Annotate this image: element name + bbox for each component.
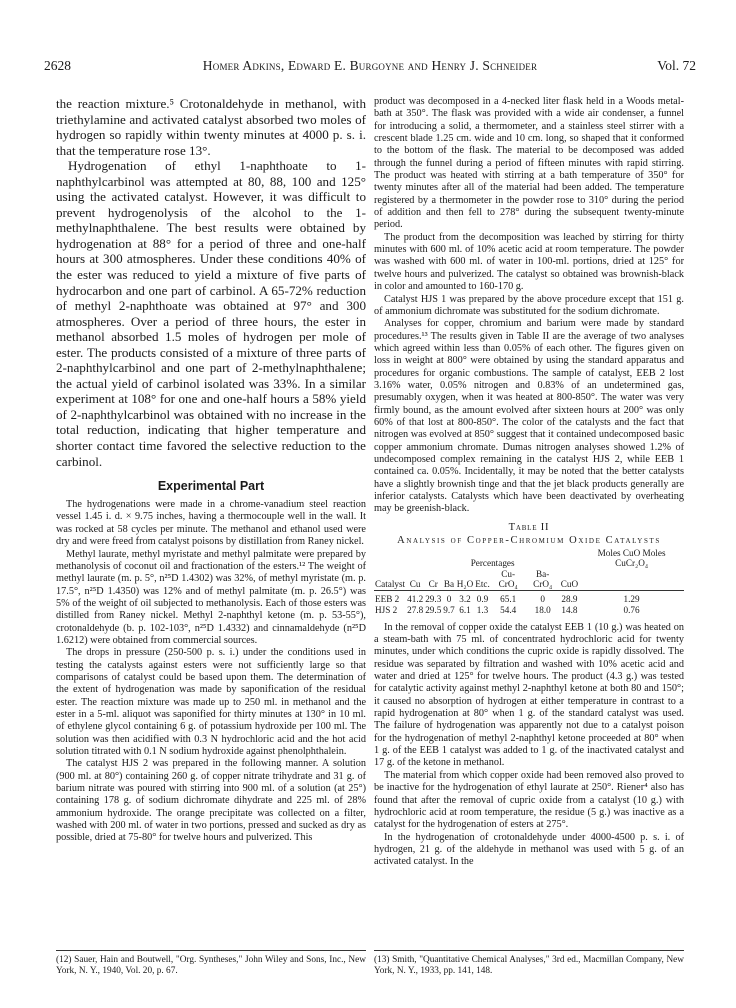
footnote-12: (12) Sauer, Hain and Boutwell, "Org. Syntheses," John Wiley and Sons, Inc., New York, N. Y., 1940, Vol. 20, p. 67.: [56, 955, 366, 977]
analysis-table: [374, 548, 684, 616]
table-cell: 28.9: [561, 593, 578, 604]
paragraph: In the hydrogenation of crotonaldehyde under 4000-4500 p. s. i. of hydrogen, 21 g. of the aldehyde in methanol was used with 5 g. of an activated catalyst. In the: [374, 831, 684, 868]
table-col-header: Cr: [428, 579, 438, 590]
table-group-header: Percentages: [470, 558, 515, 569]
table-col-header: CuO: [560, 579, 579, 590]
paragraph: The drops in pressure (250-500 p. s. i.) under the conditions used in testing the catalysts against esters were not sufficiently large so that comparisons of catalyst could be based upon them. The determination of the extent of hydrogenation was made by saponification of the residual ester. The reaction mixture was made up to 250 ml. in methanol and the ester in a 5-ml. aliquot was saponified for thirty minutes at 130° in 10 ml. of ethylene glycol containing 6 g. of potassium hydroxide per 100 ml. The solution was then acidified with 0.3 N hydrochloric acid and the hot acid solution titrated with 0.1 N sodium hydroxide against phenolphthalein.: [56, 647, 366, 757]
table-cell: 9.7: [443, 605, 455, 616]
table-cell: 29.3: [425, 593, 442, 604]
table-cell: 6.1: [459, 605, 471, 616]
table-moles-header: Moles CuO Moles CuCr₂O₄: [597, 547, 666, 569]
intro-text: [56, 96, 366, 469]
running-head-authors: Homer Adkins, Edward E. Burgoyne and Henry J. Schneider: [202, 58, 538, 73]
table-row: [374, 604, 684, 616]
paragraph: The hydrogenations were made in a chrome-vanadium steel reaction vessel 1.45 i. d. × 9.75 inches, having a thermocouple well in the wall. It was rocked at 58 cycles per minute. The methanol and ethanol used were dry and were freed from catalyst poisons by distillation from Raney nickel.: [56, 499, 366, 548]
paragraph: the reaction mixture.⁵ Crotonaldehyde in methanol, with triethylamine and activated catalyst absorbed two moles of hydrogen so rapidly within twenty minutes at 4000 p. s. i. that the temperature rose 13°.: [56, 96, 366, 158]
table-col-header: Cu-CrO₄: [498, 568, 518, 590]
paragraph: Analyses for copper, chromium and barium were made by standard procedures.¹³ The results given in Table II are the average of two analyses which agreed within less than 0.05% of each other. The figures given on loss in weight at 800° were obtained by using the standard apparatus and procedures for organic combustions. The sample of catalyst, EEB 2 lost 3.16% water, 0.05% nitrogen and 0.83% of an undetermined gas, presumably oxygen, when it was heated at 800-850°. The water was very firmly bound, as the amount evolved after sixteen hours at 200° was only 60% of that lost at 800-850°. The color of the catalysts and the fact that nitrogen was evolved at 850° suggest that it contained undecomposed basic copper ammonium chromate. Dumas nitrogen analyses showed 1.2% of undecomposed complex remaining in the catalyst HJS 2, while EEB 1 contained ca. 0.05%. Incidentally, it may be noted that the better catalysts have a slightly brownish tinge and that the jet black products generally are inferior catalysts. Catalysts which have been deactivated by overheating may be greenish-black.: [374, 318, 684, 515]
footnote-13: (13) Smith, "Quantitative Chemical Analyses," 3rd ed., Macmillan Company, New York, N. Y., 1933, pp. 141, 148.: [374, 955, 684, 977]
table-col-header: Cu: [409, 579, 421, 590]
right-bottom-text: [374, 622, 684, 869]
table-col-header: H₂O: [456, 579, 474, 590]
footnote-divider: [56, 950, 366, 951]
table-cell: 0: [540, 593, 545, 604]
page-number: 2628: [44, 58, 71, 73]
table-cell: 0.9: [476, 593, 489, 604]
table-cell: 29.5: [425, 605, 442, 616]
table-col-header: Catalyst: [375, 579, 406, 590]
paragraph: product was decomposed in a 4-necked liter flask held in a Woods metal-bath at 350°. The flask was provided with a wide air condenser, a funnel for introducing a solid, a thermometer, and a stainless steel stirrer with a crescent blade 1.25 cm. wide and 10 cm. long, so shaped that it conformed to the bottom of the flask. The material to be decomposed was added through the funnel during a period of fifteen minutes with rapid stirring. The product was heated with stirring at a bath temperature of 350° for twenty minutes after all of the material had been added. The temperature registered by a thermometer in the powder rose to 310° during the period of addition and then fell to 278° during the subsequent twenty-minute period.: [374, 96, 684, 231]
paragraph: The product from the decomposition was leached by stirring for thirty minutes with 600 ml. of 10% acetic acid at room temperature. The powder was washed with 600 ml. of water in 100-ml. portions, dried at 125° for twelve hours and pulverized. The catalyst so obtained was brownish-black in color and amounted to 160-170 g.: [374, 231, 684, 293]
table-cell: 3.2: [459, 593, 471, 604]
table-cell: 1.29: [623, 593, 640, 604]
table-cell: 27.8: [407, 605, 424, 616]
table-cell: 14.8: [561, 605, 578, 616]
table-cell: 41.2: [407, 593, 424, 604]
section-heading: Experimental Part: [157, 479, 265, 494]
table-cell: 0: [446, 593, 452, 604]
table-col-header: Ba-CrO₄: [533, 568, 553, 590]
experimental-text: [56, 499, 366, 845]
paragraph: In the removal of copper oxide the catalyst EEB 1 (10 g.) was heated on a steam-bath with 75 ml. of concentrated hydrochloric acid for twenty minutes, under which conditions the cupric oxide is rapidly dissolved. The residue was separated by filtration and washed with 10% acetic acid and water and dried at 125° for twelve hours. The product (4.3 g.) was tested for catalytic activity against methyl 2-naphthyl ketone at both 80 and 150°; it caused no absorption of hydrogen at either temperature in contrast to a rapid hydrogenation at 80° when 1 g. of the standard catalyst was used. The failure of hydrogenation was apparently not due to a catalyst poison for the hydrogenation of methyl 2-naphthyl ketone proceeded at 80° when 1 g. of the EEB 1 catalyst was added to 1 g. of the inactivated catalyst and 17 g. of the ketone in methanol.: [374, 621, 684, 769]
paragraph: Hydrogenation of ethyl 1-naphthoate to 1-naphthylcarbinol was attempted at 80, 88, 100 and 125° using the activated catalyst. However, it was difficult to prevent hydrogenolysis of the alcohol to the 1-methylnaphthalene. The best results were obtained by hydrogenation at 88° for a period of three and one-half hours at 300 atmospheres. Under these conditions 40% of the ester was reduced to yield a mixture of five parts of hydrocarbon and one part of carbinol. A 65-72% reduction of methyl 2-naphthoate was obtained at 97° and 300 atmospheres. Over a period of three hours, the ester in methanol absorbed 1.5 moles of hydrogen per mole of ester. The products consisted of a mixture of three parts of 2-naphthylcarbinol and one part of 2-methylnaphthalene; the actual yield of carbinol isolated was 33%. In a similar experiment at 108° for one and one-half hours a 58% yield of 2-naphthylcarbinol was obtained with no increase in the total reduction, indicating that higher temperature and shorter contact time favored the selective reduction to the carbinol.: [56, 158, 366, 469]
right-column: [374, 96, 684, 869]
table-cell: 18.0: [534, 605, 551, 616]
volume-label: Vol. 72: [657, 58, 696, 73]
page-header: [44, 58, 696, 78]
table-cell: 54.4: [500, 605, 517, 616]
paragraph: Methyl laurate, methyl myristate and methyl palmitate were prepared by methanolysis of coconut oil and fractionation of the esters.¹² The weight of methyl laurate (m. p. 5°, n²⁵D 1.4302) was 32%, of methyl myristate (m. p. 17.5°, n²⁵D 1.4350) was 12% and of methyl palmitate (m. p. 26.5°) was 5% of the weight of oil subjected to methanolysis. Each of those esters was distilled from Raney nickel. Methyl 2-naphthyl ketone (m. p. 53-55°), crotonaldehyde (b. p. 102-103°, n²⁵D 1.4332) and cinnamaldehyde (n²⁵D 1.6212) were obtained from commercial sources.: [56, 548, 366, 646]
footnote-divider: [374, 950, 684, 951]
paragraph: Catalyst HJS 1 was prepared by the above procedure except that 151 g. of ammonium dichromate was substituted for the sodium dichromate.: [374, 293, 684, 317]
table-cell: 65.1: [500, 593, 517, 604]
paragraph: The material from which copper oxide had been removed also proved to be inactive for the hydrogenation of ethyl laurate at 250°. Riener⁴ also has found that after the removal of cupric oxide from a catalyst (10 g.) with hydrochloric acid at room temperature, the residue (5 g.) was inactive as a catalyst for the hydrogenation of esters at 275°.: [374, 769, 684, 831]
paragraph: The catalyst HJS 2 was prepared in the following manner. A solution (900 ml. at 80°) containing 260 g. of copper nitrate trihydrate and 31 g. of barium nitrate was poured with stirring into 900 ml. of a solution (at 25°) containing 178 g. of sodium dichromate dihydrate and 225 ml. of 28% ammonium hydroxide. The orange precipitate was collected on a filter, washed with 200 ml. of water in two portions, pressed and sucked as dry as possible, dried at 75-80° for twelve hours and pulverized. This: [56, 758, 366, 844]
table-col-header: Ba: [443, 579, 455, 590]
table-cell: 0.76: [623, 605, 640, 616]
table-cell: EEB 2: [375, 593, 400, 604]
table-cell: HJS 2: [375, 605, 398, 616]
table-col-header: Etc.: [475, 579, 490, 590]
table-row: [374, 593, 684, 605]
table-label: Table II: [508, 521, 550, 533]
table-cell: 1.3: [476, 605, 489, 616]
right-top-text: [374, 96, 684, 516]
table-caption: Analysis of Copper-Chromium Oxide Catalysts: [397, 534, 661, 546]
left-column: [56, 96, 366, 845]
